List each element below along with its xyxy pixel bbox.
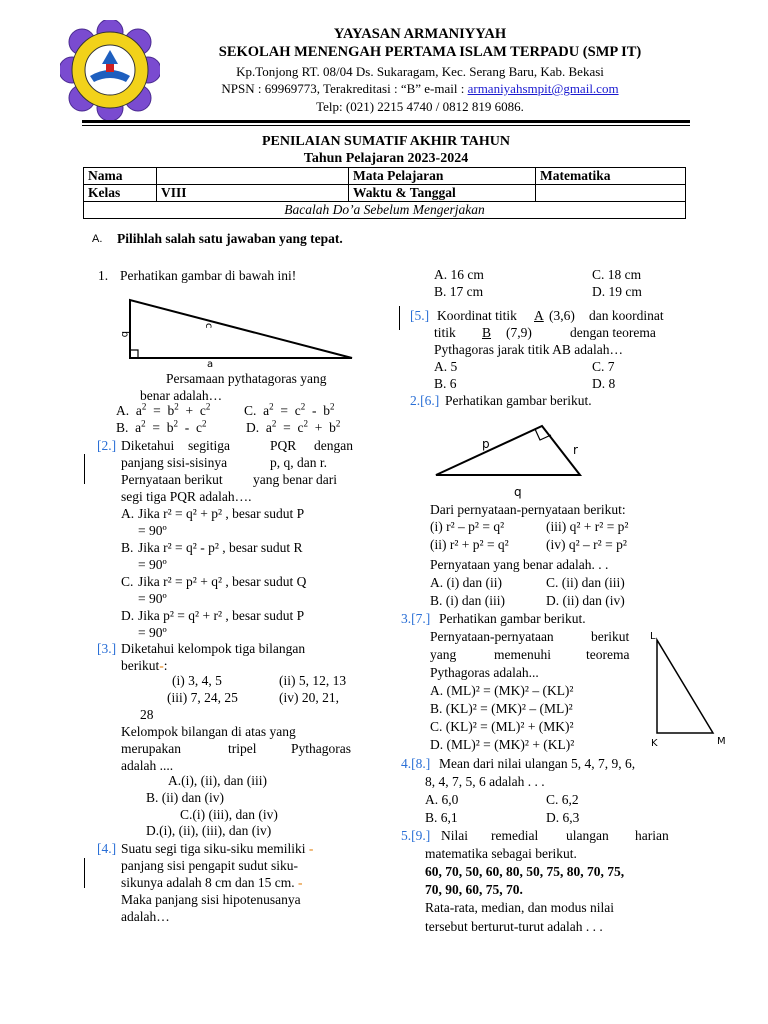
q2-text: panjang sisi-sisinya [121,455,228,470]
q5-text: (3,6) [549,308,575,323]
q6-text: Perhatikan gambar berikut. [445,393,592,408]
q3-option-a[interactable]: A.(i), (ii), dan (iii) [168,773,267,788]
q6-text: Dari pernyataan-pernyataan berikut: [430,502,626,517]
q3-text: Diketahui kelompok tiga bilangan [121,641,306,656]
q6-item-iii: (iii) q² + r² = p² [546,519,629,534]
q2-option-d[interactable]: Jika p² = q² + r² , besar sudut P [138,608,305,623]
q1-option-c-label: C. [244,403,257,418]
q5-text: Pythagoras jarak titik AB adalah… [434,342,623,357]
q7-text: Perhatikan gambar berikut. [439,611,586,626]
q3-option-c[interactable]: C.(i) (iii), dan (iv) [180,807,278,822]
q1-option-a-label: A. [116,403,130,418]
q5-option-c[interactable]: C. 7 [592,359,615,374]
q2-option-a[interactable]: Jika r² = q² + p² , besar sudut P [138,506,305,521]
q6-revision-number [410,392,439,409]
section-letter: A. [92,233,103,245]
exam-year: Tahun Pelajaran 2023-2024 [303,151,469,166]
header-rule-thin [82,125,690,126]
q7-label-k: K [651,738,658,749]
q9-data-line2: 70, 90, 60, 75, 70. [425,882,523,897]
q5-point-b: B [482,325,492,340]
q3-text: tripel [228,741,257,756]
q6-triangle-figure [430,418,590,500]
q9-data-line1: 60, 70, 50, 60, 80, 50, 75, 80, 70, 75, [425,864,625,879]
q2-text: dengan [314,438,353,453]
q4-option-b[interactable]: B. 17 cm [434,284,484,299]
q4-line1 [121,840,313,857]
q1-text3: benar adalah… [140,388,223,403]
q2-option-b[interactable]: Jika r² = q² - p² , besar sudut R [138,540,303,555]
q3-text: berikut [121,658,160,673]
q6-item-iv: (iv) q² – r² = p² [546,537,627,552]
q7-text: Pernyataan-pernyataan [430,629,554,644]
q2-text: segitiga [188,438,230,453]
q1-option-d[interactable]: D. $a^2 = c^2 + b^2$ [246,418,341,435]
q4-line2 [121,857,298,874]
q6-item-ii: (ii) r² + p² = q² [430,537,509,552]
q8-revision-number [401,755,430,772]
school-address: Kp.Tonjong RT. 08/04 Ds. Sukaragam, Kec. Serang Baru, Kab. Bekasi [236,64,604,79]
q2-text: segi tiga PQR adalah…. [121,489,252,504]
q3-text-line2 [121,657,168,674]
q9-rev: [9.] [411,828,431,843]
q8-text: Mean dari nilai ulangan 5, 4, 7, 9, 6, [439,756,636,771]
q6-label-p: p [482,437,490,451]
mapel-label: Mata Pelajaran [349,168,536,185]
q4-text: 8 cm dan [204,875,255,890]
q7-text: memenuhi [494,647,551,662]
q5-text: (7,9) [506,325,532,340]
q5-option-b[interactable]: B. 6 [434,376,457,391]
q1-text2: Persamaan pythatagoras yang [166,371,327,386]
kelas-label: Kelas [84,185,157,202]
q3-item-iii: (iii) 7, 24, 25 [167,690,238,705]
q9-text: tersebut berturut-turut adalah . . . [425,919,603,934]
school-phone: Telp: (021) 2215 4740 / 0812 819 6086. [316,99,524,114]
q1-triangle-figure [110,295,360,370]
nama-label: Nama [84,168,157,185]
q8-option-d[interactable]: D. 6,3 [546,810,580,825]
q6-option-b[interactable]: B. (i) dan (iii) [430,593,505,608]
q7-label-m: M [717,736,726,747]
q5-revision-number: [5.] [410,308,430,323]
q9-number: 5. [401,828,412,843]
kelas-value: VIII [157,185,349,202]
q7-triangle-figure [645,628,735,750]
q2-revision-number: [2.] [97,438,117,453]
q1-option-b-label: B. [116,420,129,435]
q6-rev: [6.] [420,393,440,408]
q7-text: Pythagoras adalah... [430,665,539,680]
q5-option-a[interactable]: A. 5 [434,359,458,374]
q4-text: panjang sisi pengapit sudu [121,858,264,873]
q9-text: Nilai [441,828,468,843]
q9-text: ulangan [566,828,609,843]
q7-option-d[interactable]: D. (ML)² = (MK)² + (KL)² [430,737,575,752]
q7-option-b[interactable]: B. (KL)² = (MK)² – (ML)² [430,701,573,716]
q8-option-c[interactable]: C. 6,2 [546,792,579,807]
q4-text: Suatu segi tiga siku-siku memiliki [121,841,306,856]
school-name: SEKOLAH MENENGAH PERTAMA ISLAM TERPADU (SMP IT) [218,44,642,60]
q5-text: dengan teorema [570,325,656,340]
q4-revision-number: [4.] [97,841,117,856]
q6-number: 2. [410,393,421,408]
q3-item-ii: (ii) 5, 12, 13 [279,673,347,688]
q6-option-d[interactable]: D. (ii) dan (iv) [546,593,625,608]
q9-text: remedial [491,828,539,843]
q4-text: adalah… [121,909,170,924]
q2-text: Pernyataan berikut [121,472,223,487]
q3-text: Kelompok bilangan di atas yang [121,724,296,739]
q2-text: PQR [270,438,297,453]
foundation-name: YAYASAN ARMANIYYAH [333,26,507,42]
q6-option-c[interactable]: C. (ii) dan (iii) [546,575,625,590]
header-rule-thick [82,120,690,123]
q2-text: yang benar dari [253,472,337,487]
change-bar [84,454,85,484]
q3-option-b[interactable]: B. (ii) dan (iv) [146,790,224,805]
prayer-note: Bacalah Do’a Sebelum Mengerjakan [84,202,686,219]
nama-value[interactable] [157,168,349,185]
q4-line3 [121,874,302,891]
q1-option-b[interactable]: B. $a^2 = b^2 - c^2$ [116,418,207,435]
q7-text: berikut [591,629,630,644]
q6-item-i: (i) r² – p² = q² [430,519,505,534]
q5-text: dan koordinat [589,308,664,323]
q2-option-d-label[interactable]: D. [121,608,135,623]
q7-option-c[interactable]: C. (KL)² = (ML)² + (MK)² [430,719,574,734]
q4-text: t siku- [263,858,298,873]
q6-label-q: q [514,485,522,499]
q3-option-d[interactable]: D.(i), (ii), (iii), dan (iv) [146,823,272,838]
q6-label-r: r [573,443,578,457]
q7-revision-number [401,610,430,627]
q8-text: 8, 4, 7, 5, 6 adalah . . . [425,774,545,789]
q7-text: teorema [586,647,630,662]
q3-item-iv-cont: 28 [140,707,154,722]
q2-text: p, q, dan r. [270,455,327,470]
q7-number: 3. [401,611,412,626]
change-bar [84,858,85,888]
mapel-value: Matematika [536,168,686,185]
q8-option-b[interactable]: B. 6,1 [425,810,458,825]
q9-text: harian [635,828,669,843]
q2-option-b-label[interactable]: B. [121,540,134,555]
q4-option-d[interactable]: D. 19 cm [592,284,642,299]
school-npsn [120,81,720,97]
q1-text: Perhatikan gambar di bawah ini! [120,268,297,283]
waktu-label: Waktu & Tanggal [349,185,536,202]
q7-rev: [7.] [411,611,431,626]
q3-text: merupakan [121,741,181,756]
q4-mark: - [297,875,303,890]
q2-option-c-degree: = 90º [138,591,167,606]
student-info-table [83,167,686,219]
q5-text: Koordinat titik [437,308,517,323]
q5-option-d[interactable]: D. 8 [592,376,616,391]
q5-point-a: A [534,308,544,323]
q2-option-c[interactable]: Jika r² = p² + q² , besar sudut Q [138,574,307,589]
q6-text: Pernyataan yang benar adalah. . . [430,557,609,572]
q1-option-d-label: D. [246,420,260,435]
q4-text: sikunya adalah [121,875,202,890]
q3-mark: - [159,658,164,673]
q2-option-b-degree: = 90º [138,557,167,572]
q7-text: yang [430,647,457,662]
q3-text: Pythagoras [291,741,351,756]
q2-option-a-degree: = 90º [138,523,167,538]
q3-text: : [163,658,168,673]
q2-option-c-label[interactable]: C. [121,574,134,589]
change-bar [399,306,400,330]
q1-label-b: b [119,331,130,338]
q9-text: Rata-rata, median, dan modus nilai [425,900,614,915]
q3-item-iv: (iv) 20, 21, [279,690,339,705]
q8-option-a[interactable]: A. 6,0 [425,792,459,807]
q5-text: titik [434,325,456,340]
exam-title: PENILAIAN SUMATIF AKHIR TAHUN [261,134,510,149]
q3-item-i: (i) 3, 4, 5 [172,673,222,688]
q9-revision-number [401,827,430,844]
q3-text: adalah .... [121,758,174,773]
q4-text: Maka panjang sisi hipotenusanya [121,892,301,907]
q2-text: Diketahui [121,438,175,453]
q4-option-c[interactable]: C. 18 cm [592,267,642,282]
q1-option-a[interactable]: A. $a^2 = b^2 + c^2$ [116,401,211,418]
q2-option-a-label[interactable]: A. [121,506,135,521]
q7-label-l: L [650,631,656,642]
q6-option-a[interactable]: A. (i) dan (ii) [430,575,502,590]
q4-option-a[interactable]: A. 16 cm [434,267,484,282]
q8-number: 4. [401,756,412,771]
q1-option-c[interactable]: C. $a^2 = c^2 - b^2$ [244,401,335,418]
q8-rev: [8.] [411,756,431,771]
waktu-value[interactable] [536,185,686,202]
email-link[interactable]: armaniyahsmpit@gmail.com [467,81,619,96]
q2-option-d-degree: = 90º [138,625,167,640]
q1-number: 1. [98,268,109,283]
section-instruction: Pilihlah salah satu jawaban yang tepat. [117,231,343,246]
q9-text: matematika sebagai berikut. [425,846,577,861]
q7-option-a[interactable]: A. (ML)² = (MK)² – (KL)² [430,683,574,698]
q1-label-a: a [207,359,214,370]
q1-label-c: c [203,323,214,329]
q4-mark: - [308,841,314,856]
q3-revision-number: [3.] [97,641,117,656]
q4-text: 15 cm. [257,875,295,890]
npsn-text: NPSN : 69969773, Terakreditasi : “B” e-mail : [221,81,465,96]
